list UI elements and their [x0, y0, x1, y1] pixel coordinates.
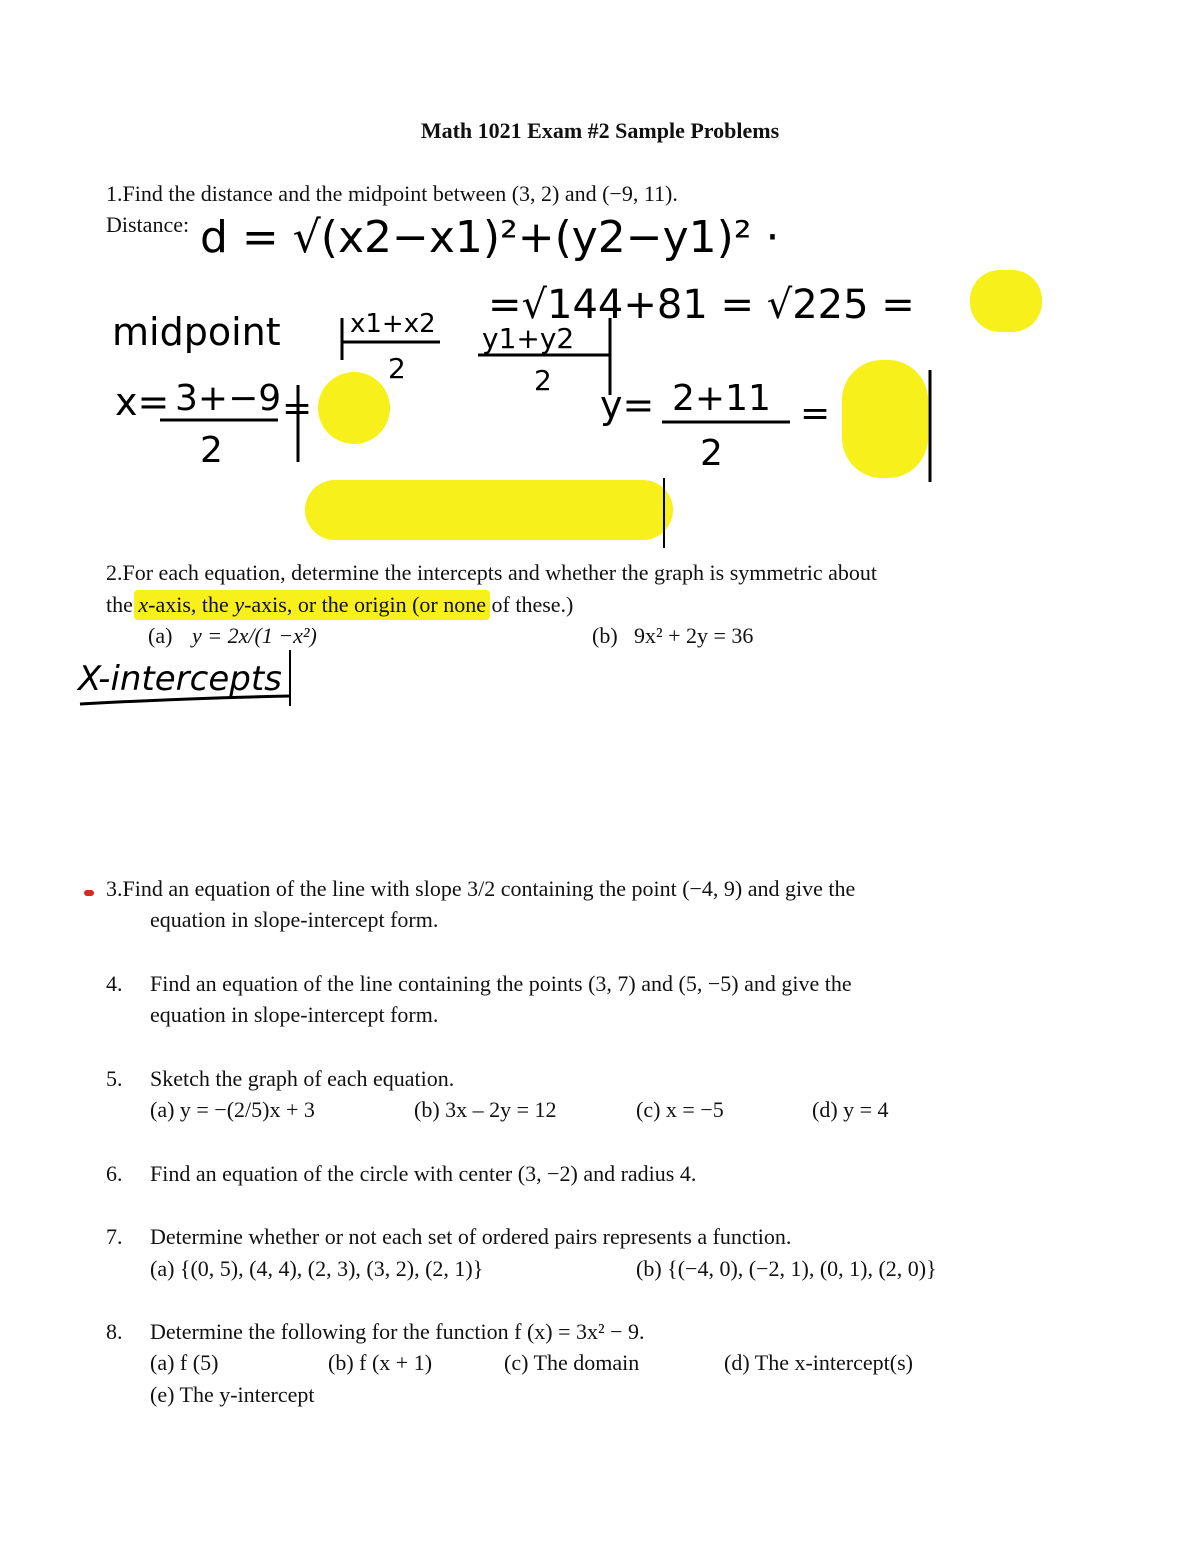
- problem-8e: (e) The y-intercept: [150, 1382, 315, 1407]
- problem-4-number: 4.: [106, 971, 123, 996]
- problem-8d: (d) The x-intercept(s): [724, 1350, 913, 1375]
- text-span: -axis, the: [148, 592, 235, 617]
- y-label: y=: [600, 383, 655, 427]
- problem-8b: (b) f (x + 1): [328, 1350, 433, 1375]
- problem-5a: (a) y = −(2/5)x + 3: [150, 1097, 315, 1122]
- distance-formula: d = √(x2−x1)²+(y2−y1)² ·: [200, 212, 780, 263]
- midpoint-label: midpoint: [112, 310, 281, 354]
- y-numerator: 2+11: [672, 378, 771, 419]
- x-equals: =: [282, 388, 313, 429]
- problem-3-text-line2: equation in slope-intercept form.: [150, 907, 439, 932]
- problem-2-text: 2.For each equation, determine the intercepts and whether the graph is symmetric about: [106, 560, 877, 585]
- problem-7b: (b) {(−4, 0), (−2, 1), (0, 1), (2, 0)}: [636, 1256, 937, 1281]
- problem-6-number: 6.: [106, 1161, 123, 1186]
- y-denominator: 2: [700, 433, 723, 474]
- problem-7-number: 7.: [106, 1224, 123, 1249]
- midpoint-x-numerator: x1+x2: [350, 309, 436, 339]
- distance-label: Distance:: [106, 212, 190, 237]
- highlight-blob: [970, 270, 1042, 332]
- problem-5b: (b) 3x – 2y = 12: [414, 1097, 557, 1122]
- problem-2a-equation: y = 2x/(1 −x²): [192, 623, 317, 648]
- text-span: y: [234, 592, 245, 617]
- problem-2b-label: (b): [592, 623, 618, 648]
- highlight-blob: [305, 480, 673, 540]
- problem-8-number: 8.: [106, 1319, 123, 1344]
- problem-1-text: 1.Find the distance and the midpoint between (3, 2) and (−9, 11).: [106, 181, 678, 206]
- midpoint-x-denominator: 2: [388, 352, 406, 385]
- problem-5-text: Sketch the graph of each equation.: [150, 1066, 455, 1091]
- text-span: the: [106, 592, 139, 617]
- highlight-blob: [842, 360, 928, 478]
- problem-8-text: Determine the following for the function f (x) = 3x² − 9.: [150, 1319, 645, 1344]
- problem-7a: (a) {(0, 5), (4, 4), (2, 3), (3, 2), (2, 1)}: [150, 1256, 484, 1281]
- ink-underline: [80, 696, 290, 704]
- x-denominator: 2: [200, 430, 223, 471]
- problem-5c: (c) x = −5: [636, 1097, 724, 1122]
- x-label: x=: [115, 380, 170, 424]
- text-span: -axis, or the origin: [244, 592, 413, 617]
- problem-8c: (c) The domain: [504, 1350, 640, 1375]
- problem-5-number: 5.: [106, 1066, 123, 1091]
- y-equals: =: [800, 393, 831, 434]
- problem-2a-label: (a): [148, 623, 173, 648]
- root-expression: =√144+81 = √225 =: [488, 282, 915, 328]
- problem-4-text-line2: equation in slope-intercept form.: [150, 1002, 439, 1027]
- problem-8a: (a) f (5): [150, 1350, 219, 1375]
- problem-3-text: 3.Find an equation of the line with slope 3/2 containing the point (−4, 9) and give the: [106, 876, 856, 901]
- problem-2b-equation: 9x² + 2y = 36: [634, 623, 754, 648]
- problem-4-text: Find an equation of the line containing the points (3, 7) and (5, −5) and give the: [150, 971, 852, 996]
- x-numerator: 3+−9: [175, 378, 282, 419]
- page-title: Math 1021 Exam #2 Sample Problems: [420, 118, 780, 143]
- midpoint-y-denominator: 2: [534, 364, 552, 397]
- midpoint-y-numerator: y1+y2: [482, 322, 575, 355]
- problem-2-text-line2: [106, 594, 573, 616]
- problem-7-text: Determine whether or not each set of ordered pairs represents a function.: [150, 1224, 792, 1249]
- x-intercepts-note: X-intercepts: [78, 659, 282, 699]
- text-span: x: [138, 592, 149, 617]
- text-span: (or none of these.): [412, 592, 574, 617]
- problem-6-text: Find an equation of the circle with center (3, −2) and radius 4.: [150, 1161, 697, 1186]
- highlight-blob: [318, 372, 390, 444]
- problem-5d: (d) y = 4: [812, 1097, 889, 1122]
- red-ink-marker: [84, 890, 94, 896]
